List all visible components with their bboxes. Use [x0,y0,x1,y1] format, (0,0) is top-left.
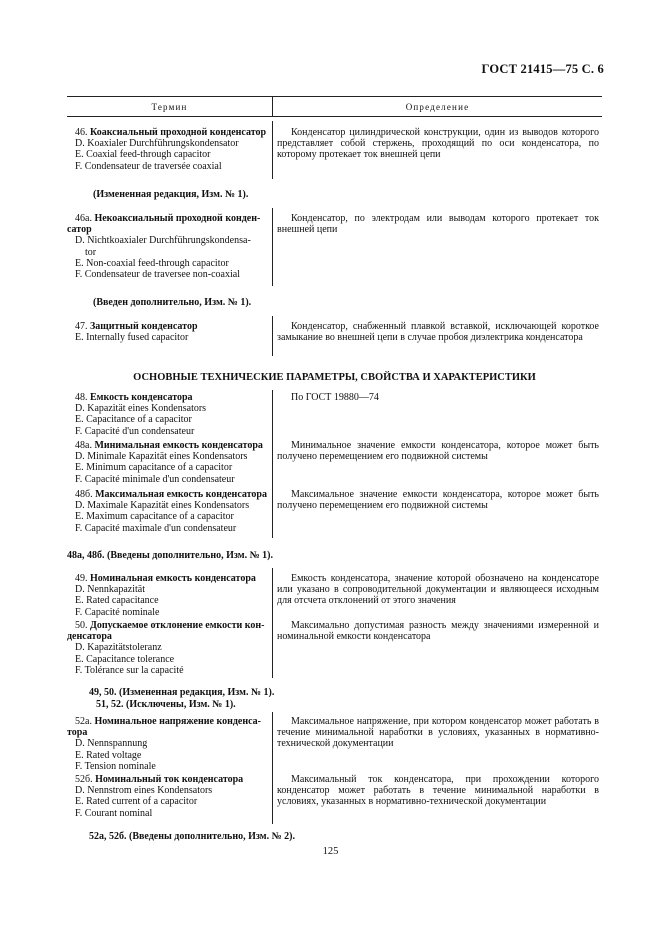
term-52b: 52б. Номинальный ток конденсатора D. Nennstrom eines Kondensators E. Rated current of a capacitor F. Courant nominal [75,774,244,819]
page-number: 125 [322,846,339,857]
term-46a: 46а. Некоаксиальный проходной конден- сатор D. Nichtkoaxialer Durchführungskondensa- tor E. Non-coaxial feed-through capacitor F. Condensateur de traversee non-coaxial [67,213,261,281]
column-header-divider [272,96,273,116]
term-52a: 52а. Номинальное напряжение конденса- тора D. Nennspannung E. Rated voltage F. Tension nominale [67,716,261,772]
amendment-note-46: (Измененная редакция, Изм. № 1). [93,189,249,200]
amendment-note-46a: (Введен дополнительно, Изм. № 1). [93,297,252,308]
term-46: 46. Коаксиальный проходной конденсатор D. Koaxialer Durchführungskondensator E. Coaxial feed-through capacitor F. Condensateur de traversée coaxial [75,127,267,172]
term-48b: 48б. Максимальная емкость конденсатора D. Maximale Kapazität eines Kondensators E. Maximum capacitance of a capacitor F. Capacité maximale d'un condensateur [75,489,267,534]
term-48: 48. Емкость конденсатора D. Kapazität eines Kondensators E. Capacitance of a capacitor F. Capacité d'un condensateur [75,392,207,437]
term-50: 50. Допускаемое отклонение емкости кон- денсатора D. Kapazitätstoleranz E. Capacitance tolerance F. Tolérance sur la capacité [67,620,265,676]
definition-52a: Максимальное напряжение, при котором конденсатор может работать в течение минимальной наработки в условиях, указанных в нормативно-технической документации [277,716,599,750]
amendment-note-48: 48а, 48б. (Введены дополнительно, Изм. № 1). [67,550,273,561]
definition-48: По ГОСТ 19880—74 [291,392,379,403]
table-top-rule [67,96,602,97]
term-48a: 48а. Минимальная емкость конденсатора D. Minimale Kapazität eines Kondensators E. Minimum capacitance of a capacitor F. Capacité minimale d'un condensateur [75,440,263,485]
definition-48b: Максимальное значение емкости конденсатора, которое может быть получено перемещением его подвижной системы [277,489,599,512]
term-47: 47. Защитный конденсатор E. Internally fused capacitor [75,321,198,344]
column-divider [272,121,273,179]
definition-48a: Минимальное значение емкости конденсатора, которое может быть получено перемещением его подвижной системы [277,440,599,463]
definition-47: Конденсатор, снабженный плавкой вставкой, исключающей короткое замыкание во внешней цепи в случае пробоя диэлектрика конденсатора [277,321,599,344]
document-header: ГОСТ 21415—75 С. 6 [481,62,604,76]
section-title: ОСНОВНЫЕ ТЕХНИЧЕСКИЕ ПАРАМЕТРЫ, СВОЙСТВА И ХАРАКТЕРИСТИКИ [133,372,536,383]
definition-52b: Максимальный ток конденсатора, при прохождении которого конденсатор может работать в течение минимальной наработки в условиях, указанных в нормативно-технической документации [277,774,599,808]
column-divider [272,712,273,824]
definition-46: Конденсатор цилиндрической конструкции, один из выводов которого представляет собой стержень, проходящий по оси конденсатора, по которому протекает ток внешней цепи [277,127,599,161]
column-divider [272,208,273,286]
column-divider [272,316,273,356]
column-divider [272,390,273,538]
amendment-note-51: 51, 52. (Исключены, Изм. № 1). [96,699,236,710]
column-divider [272,568,273,678]
definition-49: Емкость конденсатора, значение которой обозначено на конденсаторе или указано в сопроводительной документации и являющееся исходным для отсчета отклонений от этого значения [277,573,599,607]
column-header-term: Термин [151,102,188,112]
column-header-definition: Определение [405,102,470,112]
definition-46a: Конденсатор, по электродам или выводам которого протекает ток внешней цепи [277,213,599,236]
amendment-note-52: 52а, 52б. (Введены дополнительно, Изм. № 2). [89,831,295,842]
term-49: 49. Номинальная емкость конденсатора D. Nennkapazität E. Rated capacitance F. Capacité nominale [75,573,256,618]
definition-50: Максимально допустимая разность между значениями измеренной и номинальной емкости конденсатора [277,620,599,643]
table-header-rule [67,116,602,117]
amendment-note-49: 49, 50. (Измененная редакция, Изм. № 1). [89,687,275,698]
